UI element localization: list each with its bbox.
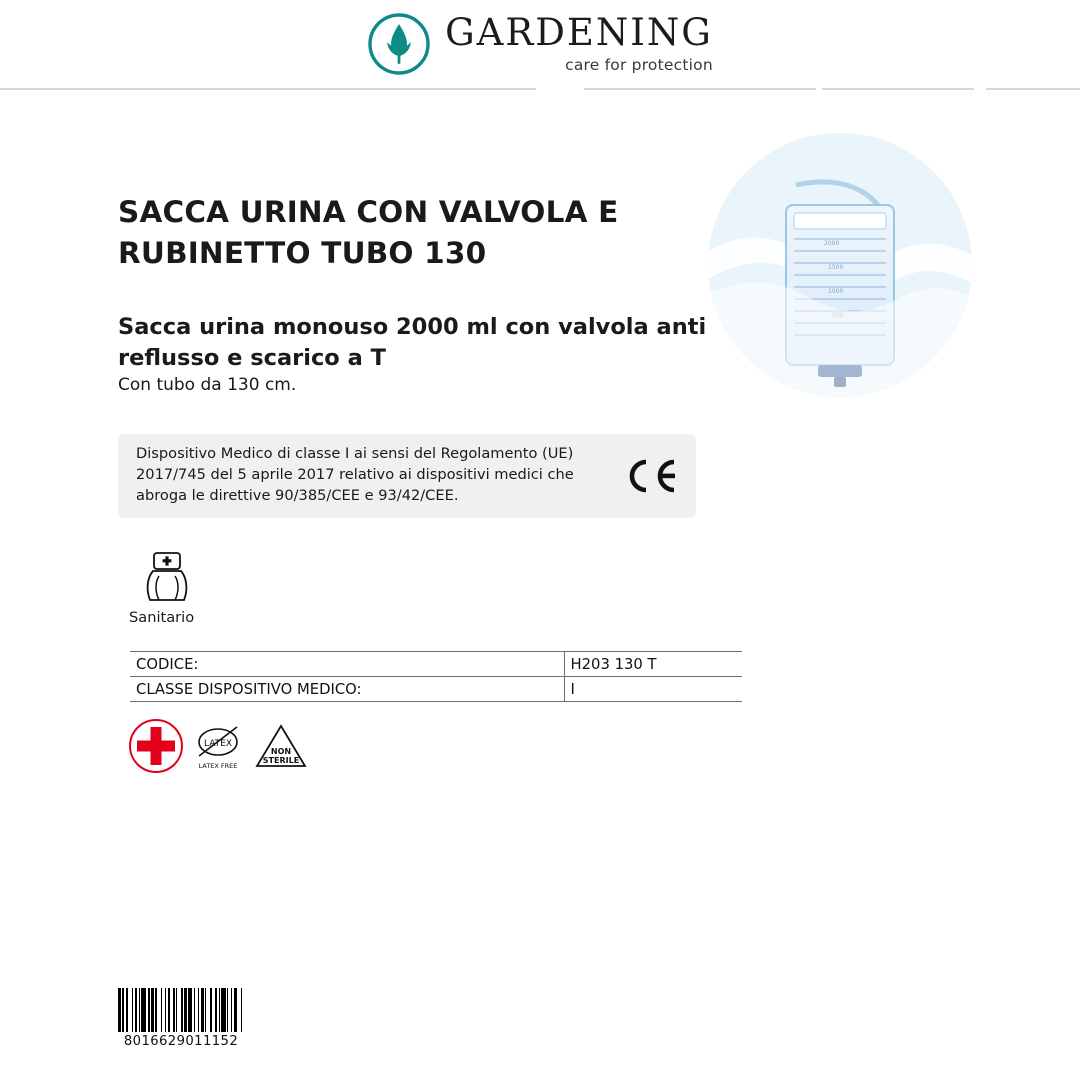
spec-key: CLASSE DISPOSITIVO MEDICO: — [130, 677, 564, 702]
category-label: Sanitario — [129, 609, 195, 626]
specs-table — [130, 651, 742, 702]
table-row — [130, 677, 742, 702]
svg-text:LATEX: LATEX — [203, 739, 233, 749]
medical-red-cross-icon — [128, 718, 184, 778]
brand-text — [445, 11, 713, 75]
product-description: Con tubo da 130 cm. — [118, 375, 297, 395]
page-title: SACCA URINA CON VALVOLA E RUBINETTO TUBO 130 — [118, 195, 619, 270]
spec-value: H203 130 T — [564, 652, 742, 677]
symbol-row — [128, 718, 310, 778]
leaf-circle-logo-icon — [367, 12, 431, 76]
svg-text:LATEX FREE: LATEX FREE — [198, 762, 238, 770]
barcode — [118, 988, 244, 1049]
ce-mark-icon — [622, 458, 678, 494]
page-header — [0, 0, 1080, 88]
nurse-hat-icon — [129, 550, 259, 606]
svg-text:1000: 1000 — [828, 288, 844, 295]
brand-logo — [367, 12, 713, 76]
category-block — [129, 550, 259, 626]
svg-text:2000: 2000 — [824, 240, 840, 247]
latex-free-icon — [194, 718, 242, 778]
svg-text:NON: NON — [270, 747, 292, 756]
brand-tagline: care for protection — [565, 56, 713, 75]
barcode-bars — [118, 988, 244, 1032]
spec-key: CODICE: — [130, 652, 564, 677]
regulatory-text: Dispositivo Medico di classe I ai sensi del Regolamento (UE) 2017/745 del 5 aprile 2017 relativo ai dispositivi medici che abroga le direttive 90/385/CEE e 93/42/CEE. — [136, 445, 574, 505]
product-subtitle: Sacca urina monouso 2000 ml con valvola anti reflusso e scarico a T — [118, 314, 707, 372]
table-row — [130, 652, 742, 677]
brand-name: GARDENING — [445, 11, 713, 55]
svg-text:1500: 1500 — [828, 264, 844, 271]
header-divider — [0, 88, 1080, 90]
spec-value: I — [564, 677, 742, 702]
barcode-number: 8016629011152 — [123, 1034, 239, 1049]
product-image — [708, 133, 972, 397]
regulatory-notice — [118, 434, 696, 518]
non-sterile-icon — [252, 718, 310, 778]
svg-text:STERILE: STERILE — [262, 756, 300, 765]
